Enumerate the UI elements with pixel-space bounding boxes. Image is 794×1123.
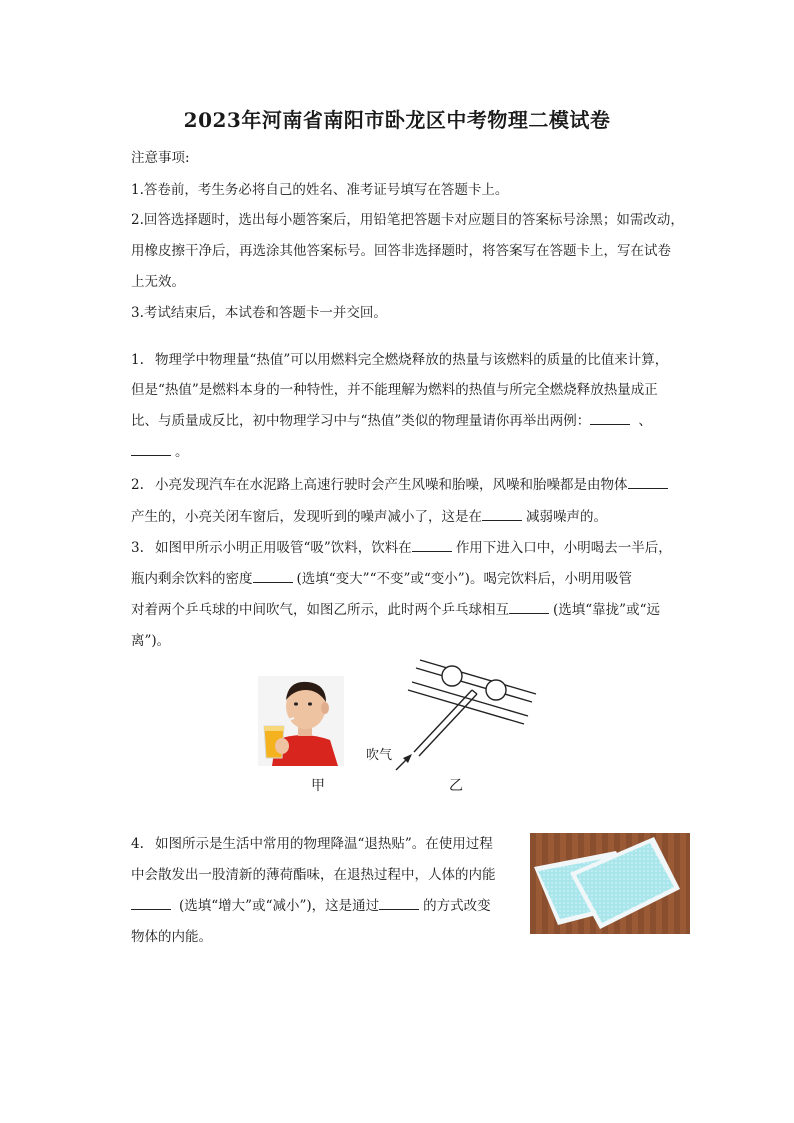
q3-line-4: 离”)。 (131, 633, 171, 649)
answer-blank[interactable] (253, 568, 293, 583)
answer-blank[interactable] (482, 506, 522, 521)
q3-number: 3. (131, 540, 144, 556)
answer-blank[interactable] (131, 441, 171, 456)
answer-blank[interactable] (628, 474, 668, 489)
q1-line-4: 。 (131, 440, 189, 460)
answer-blank[interactable] (590, 410, 630, 425)
page-title: 2023年河南省南阳市卧龙区中考物理二模试卷 (183, 108, 611, 132)
answer-blank[interactable] (412, 537, 452, 552)
q1-line-3: 比、与质量成反比，初中物理学习中与“热值”类似的物理量请你再举出两例： 、 (131, 409, 652, 429)
notes-item: 用橡皮擦干净后，再选涂其他答案标号。回答非选择题时，将答案写在答题卡上，写在试卷 (131, 243, 671, 259)
q1-line-2: 但是“热值”是燃料本身的一种特性，并不能理解为燃料的热值与所完全燃烧释放热量成正 (131, 382, 658, 398)
notes-item: 上无效。 (131, 274, 185, 290)
figure-label-yi: 乙 (449, 778, 463, 794)
notes-heading: 注意事项: (131, 150, 190, 166)
q4-number: 4. (131, 836, 144, 852)
q3-line-2: 瓶内剩余饮料的密度 (选填“变大”“不变”或“变小”)。喝完饮料后，小明用吸管 (131, 567, 632, 587)
q2-line-1: 2. 小亮发现汽车在水泥路上高速行驶时会产生风噪和胎噪，风噪和胎噪都是由物体 (131, 473, 668, 493)
q2-number: 2. (131, 477, 144, 493)
cooling-patch-photo (530, 833, 690, 934)
ping-pong-ball (442, 666, 462, 686)
q4-line-4: 物体的内能。 (131, 929, 212, 945)
q4-line-2: 中会散发出一股清新的薄荷酯味，在退热过程中，人体的内能 (131, 867, 496, 883)
blow-label: 吹气 (366, 748, 393, 763)
q1-line-1: 1. 物理学中物理量“热值”可以用燃料完全燃烧释放的热量与该燃料的质量的比值来计算， (131, 352, 669, 368)
notes-item: 3.考试结束后，本试卷和答题卡一并交回。 (131, 305, 387, 321)
child-drinking-figure (258, 676, 344, 766)
q1-number: 1. (131, 352, 144, 368)
answer-blank[interactable] (509, 599, 549, 614)
answer-blank[interactable] (131, 895, 171, 910)
figure-label-jia: 甲 (311, 778, 325, 794)
q2-line-2: 产生的，小亮关闭车窗后，发现听到的噪声减小了，这是在 减弱噪声的。 (131, 505, 607, 525)
notes-item: 1.答卷前，考生务必将自己的姓名、准考证号填写在答题卡上。 (131, 182, 509, 198)
answer-blank[interactable] (379, 895, 419, 910)
q3-line-3: 对着两个乒乓球的中间吹气，如图乙所示，此时两个乒乓球相互 (选填“靠拢”或“远 (131, 598, 660, 618)
q4-line-3: (选填“增大”或“减小”)，这是通过 的方式改变 (131, 894, 491, 914)
notes-item: 2.回答选择题时，选出每小题答案后，用铅笔把答题卡对应题目的答案标号涂黑；如需改动， (131, 212, 684, 228)
q3-line-1: 3. 如图甲所示小明正用吸管“吸”饮料，饮料在 作用下进入口中，小明喝去一半后， (131, 536, 672, 556)
q4-line-1: 4. 如图所示是生活中常用的物理降温“退热贴”。在使用过程 (131, 836, 493, 852)
ping-pong-ball (486, 680, 506, 700)
